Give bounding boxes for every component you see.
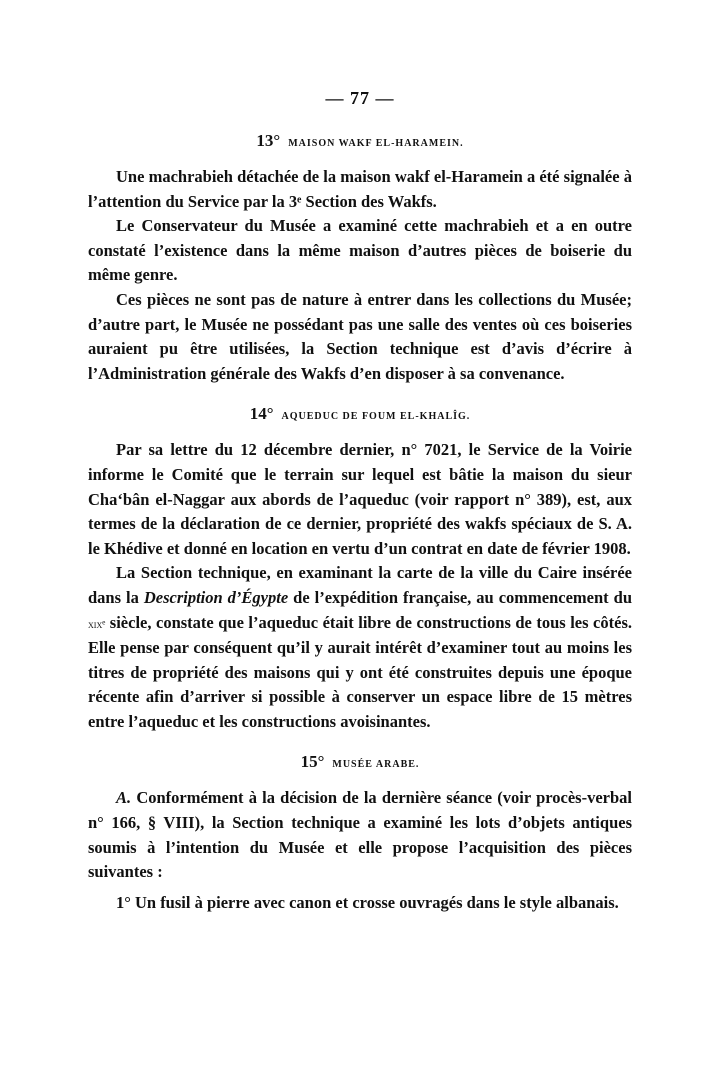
section-title: MAISON WAKF EL-HARAMEIN. bbox=[288, 138, 464, 149]
section-13 bbox=[88, 131, 632, 386]
section-heading bbox=[88, 131, 632, 151]
section-number: 15° bbox=[300, 752, 325, 772]
section-heading bbox=[88, 752, 632, 772]
section-14 bbox=[88, 404, 632, 734]
section-heading bbox=[88, 404, 632, 424]
paragraph-text: La Section technique, en examinant la carte de la ville du Caire insérée dans la bbox=[88, 563, 632, 607]
paragraph-text: siècle, constate que l’aqueduc était libre de constructions de tous les côtés. Elle pense par conséquent qu’il y aurait intérêt d’examiner tout au moins les titres de propriété des maisons qui y ont été construites depuis une époque récente afin d’arriver si possible à conserver un espace libre de 15 mètres entre l’aqueduc et les constructions avoisinantes. bbox=[88, 612, 632, 731]
page-number: — 77 — bbox=[325, 88, 395, 108]
section-title: AQUEDUC DE FOUM EL-KHALÎG. bbox=[281, 411, 471, 423]
section-15 bbox=[88, 752, 632, 915]
section-number: 13° bbox=[256, 131, 281, 150]
paragraph-label: A. bbox=[116, 788, 132, 808]
paragraph: 1° Un fusil à pierre avec canon et crosse ouvragés dans le style albanais. bbox=[116, 892, 619, 912]
paragraph-text: de l’expédition française, au commencement du bbox=[288, 587, 633, 607]
paragraph bbox=[88, 561, 632, 734]
paragraph: Par sa lettre du 12 décembre dernier, n° 7021, le Service de la Voirie informe le Comité que le terrain sur lequel est bâtie la maison du sieur Cha‘bân el-Naggar aux abords de l’aqueduc (voir rapport n° 389), est, aux termes de la déclaration de ce dernier, propriété des wakfs spéciaux de S. A. le Khédive et donné en location en vertu d’un contrat en date de février 1908. bbox=[88, 440, 632, 558]
page bbox=[88, 88, 632, 933]
section-number: 14° bbox=[249, 404, 274, 424]
book-title: Description d’Égypte bbox=[143, 587, 289, 607]
paragraph bbox=[88, 786, 632, 884]
paragraph: Une machrabieh détachée de la maison wakf el-Haramein a été signalée à l’attention du Service par la 3ᵉ Section des Wakfs. bbox=[88, 167, 632, 211]
paragraph: Ces pièces ne sont pas de nature à entrer dans les collections du Musée; d’autre part, le Musée ne possédant pas une salle des ventes où ces boiseries auraient pu être utilisées, la Section technique est d’avis d’écrire à l’Administration générale des Wakfs d’en disposer à sa convenance. bbox=[88, 289, 632, 383]
paragraph: Le Conservateur du Musée a examiné cette machrabieh et a en outre constaté l’existence dans la même maison d’autres pièces de boiserie du même genre. bbox=[88, 216, 632, 285]
paragraph-text: Conformément à la décision de la dernière séance (voir procès-verbal n° 166, § VIII), la Section technique a examiné les lots d’objets antiques soumis à l’intention du Musée et elle propose l’acquisition des pièces suivantes : bbox=[88, 788, 632, 882]
section-title: MUSÉE ARABE. bbox=[332, 759, 420, 771]
century-numeral: xixᵉ bbox=[88, 616, 106, 631]
